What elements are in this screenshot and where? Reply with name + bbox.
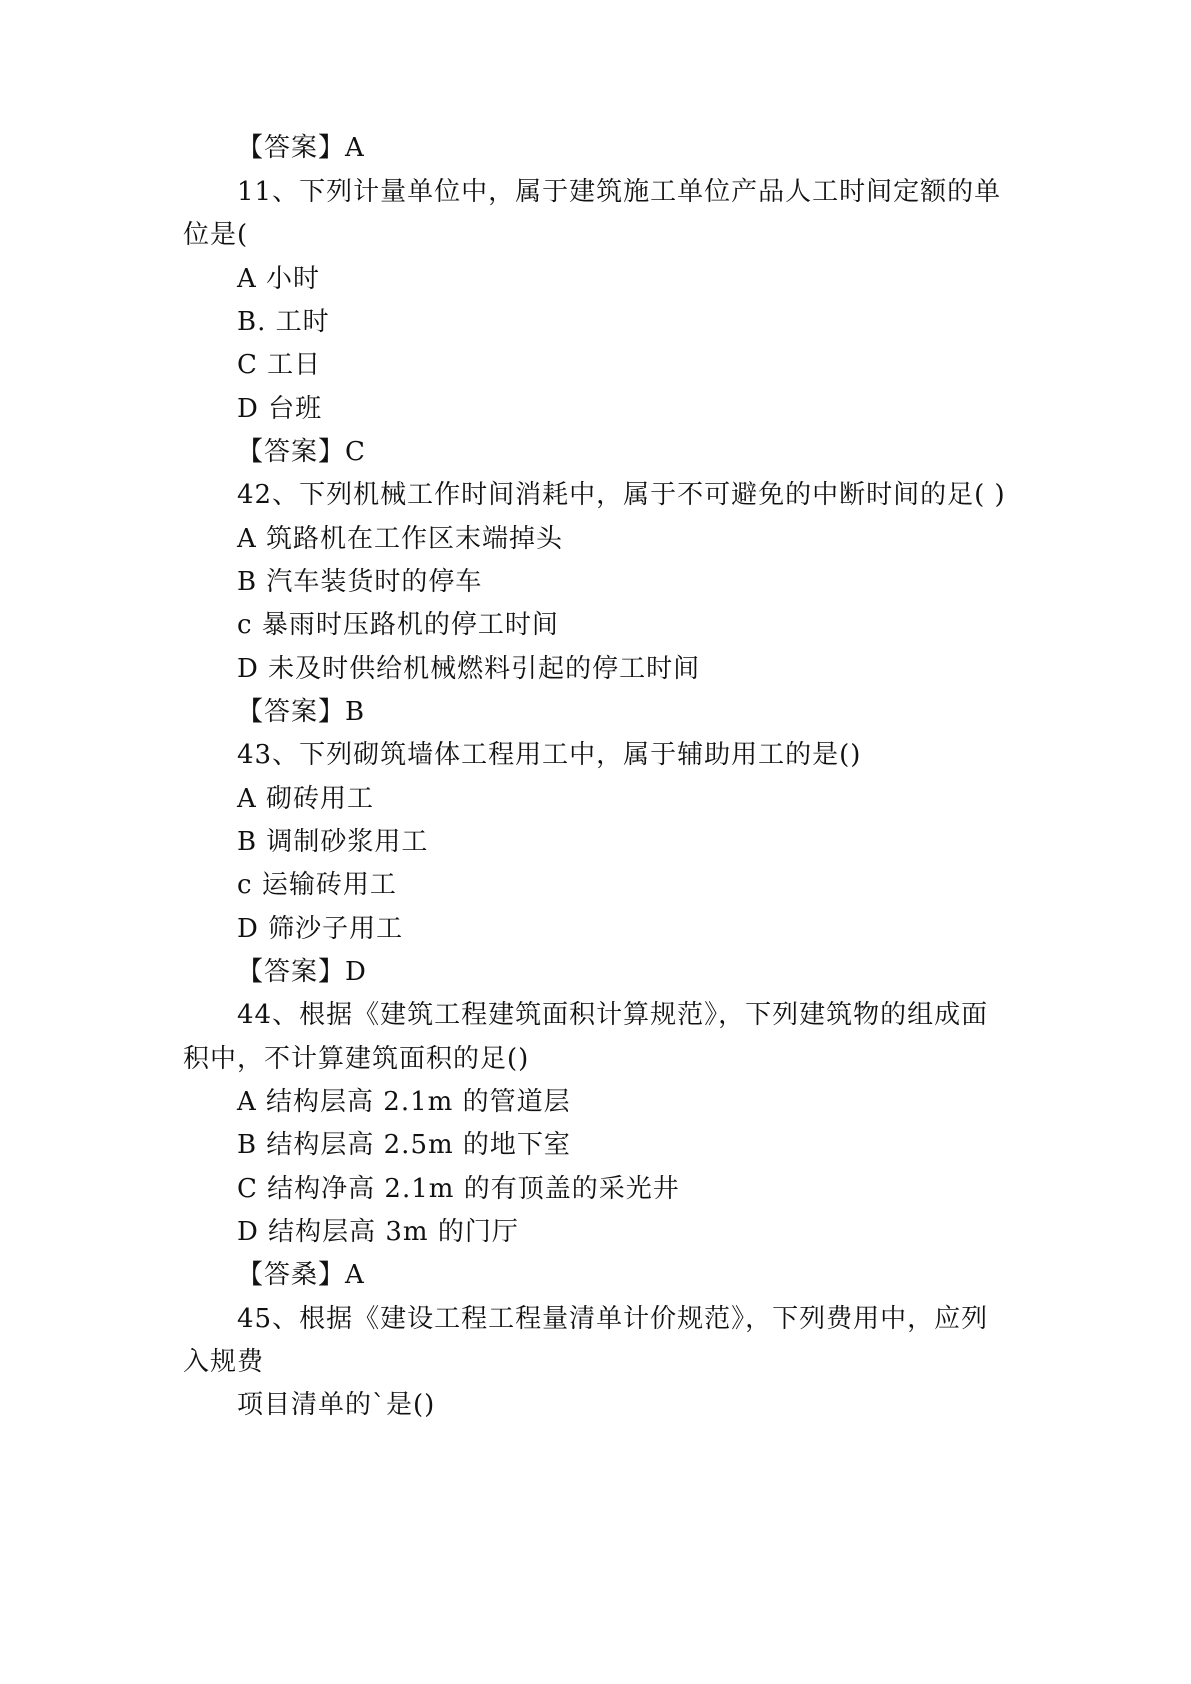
- question-45-text-continued: 项目清单的`是(): [237, 1390, 436, 1420]
- option-c: C 工日: [237, 350, 322, 380]
- question-11-text: 11、下列计量单位中，属于建筑施工单位产品人工时间定额的单: [237, 177, 1002, 207]
- option-d: D 筛沙子用工: [237, 914, 404, 944]
- option-b: B 调制砂浆用工: [237, 827, 429, 857]
- question-45-text-continued: 入规费: [183, 1347, 265, 1377]
- question-44-text-continued: 积中，不计算建筑面积的足(): [183, 1044, 530, 1074]
- option-b: B 结构层高 2.5m 的地下室: [237, 1130, 571, 1160]
- question-43-text: 43、下列砌筑墙体工程用工中，属于辅助用工的是(): [237, 740, 862, 770]
- option-b: B 汽车装货时的停车: [237, 567, 483, 597]
- option-b: B. 工时: [237, 307, 330, 337]
- option-a: A 筑路机在工作区末端掉头: [237, 524, 564, 554]
- answer-line: 【答桑】A: [237, 1260, 365, 1290]
- option-a: A 砌砖用工: [237, 784, 375, 814]
- option-c: C 结构净高 2.1m 的有顶盖的采光井: [237, 1174, 680, 1204]
- question-45-text: 45、根据《建设工程工程量清单计价规范》，下列费用中，应列: [237, 1304, 989, 1334]
- option-d: D 未及时供给机械燃料引起的停工时间: [237, 654, 701, 684]
- question-11-text-continued: 位是(: [183, 220, 249, 250]
- option-c: c 运输砖用工: [237, 870, 397, 900]
- answer-line: 【答案】D: [237, 957, 367, 987]
- question-44-text: 44、根据《建筑工程建筑面积计算规范》，下列建筑物的组成面: [237, 1000, 989, 1030]
- option-d: D 台班: [237, 394, 323, 424]
- question-42-text: 42、下列机械工作时间消耗中，属于不可避免的中断时间的足( ): [237, 480, 1006, 510]
- option-c: c 暴雨时压路机的停工时间: [237, 610, 559, 640]
- answer-line: 【答案】C: [237, 437, 366, 467]
- option-d: D 结构层高 3m 的门厅: [237, 1217, 519, 1247]
- answer-line: 【答案】B: [237, 697, 366, 727]
- option-a: A 小时: [237, 264, 321, 294]
- option-a: A 结构层高 2.1m 的管道层: [237, 1087, 571, 1117]
- answer-line: 【答案】A: [237, 133, 365, 163]
